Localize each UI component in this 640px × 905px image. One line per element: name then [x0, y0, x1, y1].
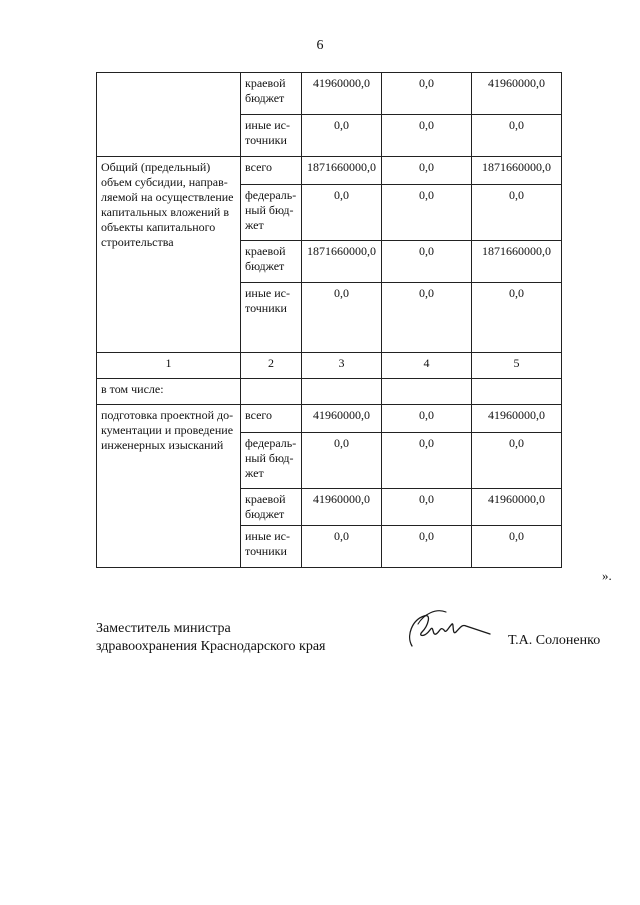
source-cell: всего	[241, 157, 302, 185]
value-cell: 0,0	[382, 115, 472, 157]
value-cell: 0,0	[472, 283, 562, 353]
including-label: в том числе:	[97, 379, 241, 405]
value-cell: 0,0	[472, 115, 562, 157]
column-number: 2	[241, 353, 302, 379]
source-cell: иные ис-точники	[241, 115, 302, 157]
value-cell: 41960000,0	[472, 73, 562, 115]
column-number: 1	[97, 353, 241, 379]
table-row	[97, 73, 562, 115]
subsidy-table	[96, 72, 562, 568]
value-cell: 0,0	[382, 283, 472, 353]
value-cell: 0,0	[302, 115, 382, 157]
continuation-label-cell	[97, 73, 241, 157]
value-cell: 0,0	[382, 157, 472, 185]
closing-quote-mark: ».	[602, 568, 612, 583]
empty-cell	[302, 379, 382, 405]
group-label-cell: подготовка проектной до-кументации и проведение инженерных изысканий	[97, 405, 241, 568]
source-cell: иные ис-точники	[241, 526, 302, 568]
value-cell: 1871660000,0	[472, 241, 562, 283]
source-cell: краевой бюджет	[241, 241, 302, 283]
signatory-title-line: Заместитель министра	[96, 621, 231, 636]
value-cell: 0,0	[302, 433, 382, 489]
empty-cell	[472, 379, 562, 405]
value-cell: 41960000,0	[472, 489, 562, 526]
group-label-cell: Общий (предельный) объем субсидии, направ-ляемой на осуществление капитальных вложений в объекты капитального строительства	[97, 157, 241, 353]
value-cell: 0,0	[302, 283, 382, 353]
column-number-row	[97, 353, 562, 379]
source-cell: краевой бюджет	[241, 489, 302, 526]
source-cell: федераль-ный бюд-жет	[241, 433, 302, 489]
source-cell: всего	[241, 405, 302, 433]
column-number: 5	[472, 353, 562, 379]
value-cell: 0,0	[382, 433, 472, 489]
source-cell: федераль-ный бюд-жет	[241, 185, 302, 241]
value-cell: 0,0	[382, 185, 472, 241]
table-row	[97, 405, 562, 433]
value-cell: 1871660000,0	[472, 157, 562, 185]
value-cell: 0,0	[382, 489, 472, 526]
handwritten-signature	[402, 606, 494, 652]
value-cell: 0,0	[472, 526, 562, 568]
value-cell: 0,0	[382, 526, 472, 568]
value-cell: 41960000,0	[302, 73, 382, 115]
value-cell: 0,0	[302, 526, 382, 568]
value-cell: 0,0	[472, 433, 562, 489]
page-number: 6	[316, 38, 324, 53]
column-number: 4	[382, 353, 472, 379]
value-cell: 0,0	[382, 405, 472, 433]
value-cell: 0,0	[382, 241, 472, 283]
value-cell: 1871660000,0	[302, 157, 382, 185]
empty-cell	[382, 379, 472, 405]
table-row	[97, 157, 562, 185]
table-row	[97, 379, 562, 405]
value-cell: 41960000,0	[472, 405, 562, 433]
column-number: 3	[302, 353, 382, 379]
value-cell: 0,0	[382, 73, 472, 115]
value-cell: 1871660000,0	[302, 241, 382, 283]
signatory-title-line: здравоохранения Краснодарского края	[96, 639, 326, 654]
source-cell: краевой бюджет	[241, 73, 302, 115]
value-cell: 41960000,0	[302, 405, 382, 433]
value-cell: 41960000,0	[302, 489, 382, 526]
value-cell: 0,0	[472, 185, 562, 241]
value-cell: 0,0	[302, 185, 382, 241]
source-cell: иные ис-точники	[241, 283, 302, 353]
signatory-title	[96, 620, 325, 656]
signatory-name: Т.А. Солоненко	[508, 633, 601, 648]
empty-cell	[241, 379, 302, 405]
